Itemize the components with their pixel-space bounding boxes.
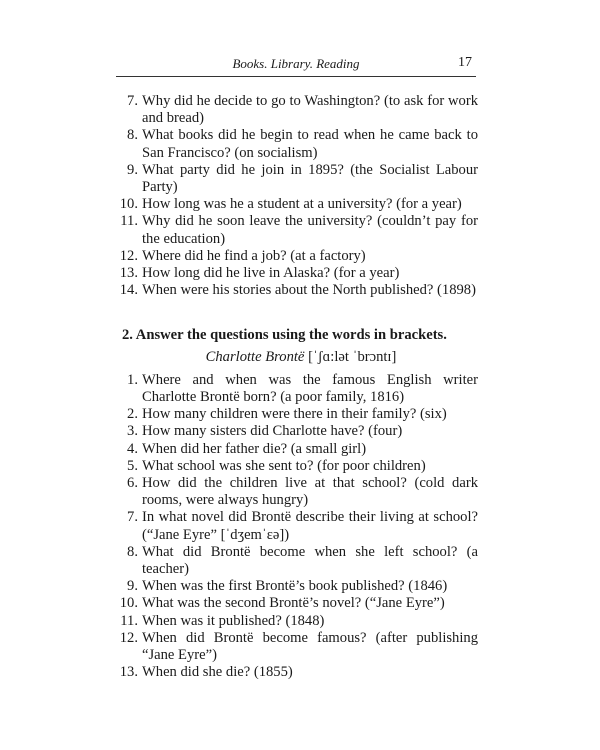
list-item: 13. How long did he live in Alaska? (for a year) <box>119 265 400 282</box>
list-item: 13. When did she die? (1855) <box>119 664 293 681</box>
list-item: 11. When was it published? (1848) <box>120 612 325 629</box>
page-number: 17 <box>458 55 472 70</box>
list-item: 10. How long was he a student at a university? (for a year) <box>119 196 462 213</box>
question-list-continued <box>116 93 478 299</box>
list-item: 9. What party did he join in 1895? (the Socialist Labour Party) <box>127 161 478 196</box>
section-subtitle <box>116 349 478 366</box>
question-list <box>116 372 478 682</box>
list-item: 5. What school was she sent to? (for poor children) <box>127 457 426 474</box>
list-item: 8. What books did he begin to read when he came back to San Francisco? (on socialism) <box>127 127 478 161</box>
list-item: 6. How did the children live at that school? (cold dark rooms, were always hungry) <box>127 475 478 509</box>
section-title: 2. Answer the questions using the words in brackets. <box>122 327 447 344</box>
page-header <box>116 52 476 77</box>
subtitle-transcription: [ˈʃɑ:lət ˈbrɔntɪ] <box>308 348 397 365</box>
list-item: 4. When did her father die? (a small girl) <box>127 440 367 457</box>
list-item: 12. When did Brontë become famous? (after publishing “Jane Eyre”) <box>119 629 478 664</box>
list-item: 8. What did Brontë become when she left school? (a teacher) <box>127 543 478 578</box>
list-item: 10. What was the second Brontë’s novel? (“Jane Eyre”) <box>119 595 445 612</box>
list-item: 14. When were his stories about the North published? (1898) <box>119 282 476 299</box>
running-head: Books. Library. Reading <box>232 56 360 71</box>
list-item: 12. Where did he find a job? (at a factory) <box>119 247 366 264</box>
list-item: 9. When was the first Brontë’s book published? (1846) <box>127 578 448 595</box>
list-item: 3. How many sisters did Charlotte have? (four) <box>127 423 403 440</box>
page-body <box>116 93 478 682</box>
list-item: 2. How many children were there in their family? (six) <box>127 406 447 423</box>
list-item: 11. Why did he soon leave the university? (couldn’t pay for the education) <box>120 213 478 247</box>
list-item: 7. Why did he decide to go to Washington? (to ask for work and bread) <box>127 93 478 127</box>
list-item: 7. In what novel did Brontë describe their living at school? (“Jane Eyre” [ˈdʒemˈɛə]) <box>127 509 478 543</box>
subtitle-name: Charlotte Brontë <box>205 348 305 365</box>
list-item: 1. Where and when was the famous English writer Charlotte Brontë born? (a poor family, 1816) <box>127 371 478 406</box>
